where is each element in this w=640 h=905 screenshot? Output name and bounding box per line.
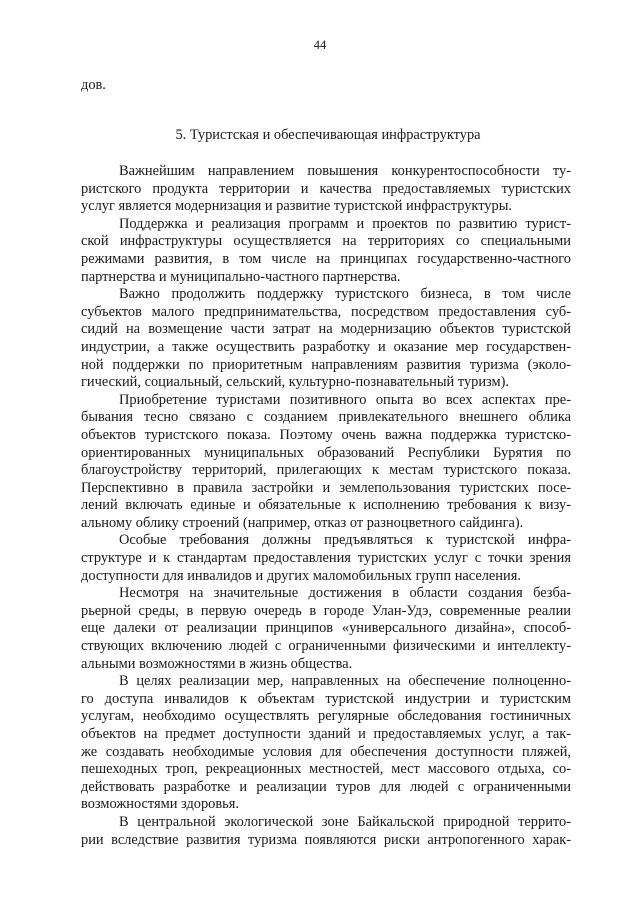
text-line: пешеходных троп, рекреационных местностей, мест массового отдыха, со-	[81, 761, 571, 778]
text-line: действовать разработке и реализации туров для людей с ограниченными	[81, 778, 571, 795]
text-line: субъектов малого предпринимательства, посредством предоставления суб-	[81, 303, 571, 320]
text-line: партнерства и муниципально-частного партнерства.	[81, 268, 401, 285]
paragraph	[81, 814, 571, 849]
paragraph	[81, 673, 571, 814]
text-line: доступности для инвалидов и других маломобильных групп населения.	[81, 567, 521, 584]
text-line: еще далеки от реализации принципов «универсального дизайна», способ-	[81, 620, 571, 637]
text-line: ствующих включению людей с ограниченными физическими и интеллекту-	[81, 638, 571, 655]
paragraph	[81, 585, 571, 673]
section-heading: 5. Туристская и обеспечивающая инфраструктура	[175, 127, 481, 143]
page-number: 44	[313, 38, 327, 52]
paragraph	[81, 216, 571, 286]
text-line: режимами развития, в том числе на принципах государственно-частного	[81, 250, 571, 267]
text-line: индустрии, а также осуществить разработку и оказание мер государствен-	[81, 338, 571, 355]
text-line: ристского продукта территории и качества предоставляемых туристских	[81, 180, 571, 197]
text-line: объектов туристского показа. Поэтому очень важна поддержка туристско-	[81, 426, 571, 443]
text-line: возможностями здоровья.	[81, 796, 239, 813]
text-line: же создавать необходимые условия для обеспечения доступности пляжей,	[81, 743, 571, 760]
paragraph	[81, 163, 571, 216]
carry-over-line: дов.	[81, 77, 106, 93]
text-line: ной поддержки по приоритетным направлениям развития туризма (эколо-	[81, 356, 571, 373]
paragraph	[81, 532, 571, 585]
text-line: объектов на предмет доступности зданий и предоставляемых услуг, а так-	[81, 726, 571, 742]
text-line: рьерной среды, в первую очередь в городе Улан-Удэ, современные реалии	[81, 602, 571, 619]
text-line: ориентированных муниципальных образований Республики Бурятия по	[81, 444, 571, 461]
text-line: Несмотря на значительные достижения в области создания безба-	[119, 585, 571, 602]
text-line: Приобретение туристами позитивного опыта во всех аспектах пре-	[119, 391, 571, 408]
text-line: альными возможностями в жизнь общества.	[81, 655, 353, 672]
text-line: сидий на возмещение части затрат на модернизацию объектов туристской	[81, 321, 571, 338]
body-text	[81, 163, 571, 849]
paragraph	[81, 392, 571, 533]
text-line: Особые требования должны предъявляться к туристской инфра-	[119, 532, 571, 549]
text-line: Важно продолжить поддержку туристского бизнеса, в том числе	[119, 286, 571, 303]
text-line: рии вследствие развития туризма появляются риски антропогенного харак-	[81, 831, 571, 848]
text-line: благоустройству территорий, прилегающих к местам туристского показа.	[81, 462, 571, 479]
text-line: лений включать единые и обязательные к исполнению требования к визу-	[81, 497, 571, 514]
text-line: услуг является модернизация и развитие туристской инфраструктуры.	[81, 198, 512, 215]
text-line: Поддержка и реализация программ и проектов по развитию турист-	[119, 215, 571, 232]
text-line: В центральной экологической зоне Байкальской природной террито-	[119, 813, 571, 830]
text-line: гический, социальный, сельский, культурно-познавательный туризм).	[81, 374, 510, 391]
text-line: Перспективно в правила застройки и землепользования туристских посе-	[81, 479, 571, 496]
carry-over-text	[81, 77, 571, 95]
text-line: В целях реализации мер, направленных на обеспечение полноценно-	[119, 673, 571, 690]
text-line: Важнейшим направлением повышения конкурентоспособности ту-	[119, 163, 571, 179]
text-line: услугам, необходимо осуществлять регулярные обследования гостиничных	[81, 708, 571, 725]
text-line: го доступа инвалидов к объектам туристской индустрии и туристским	[81, 690, 571, 707]
text-line: ской инфраструктуры осуществляется на территориях со специальными	[81, 233, 571, 250]
text-line: бывания тесно связано с созданием привлекательного внешнего облика	[81, 409, 571, 426]
paragraph	[81, 286, 571, 392]
text-line: структуре и к стандартам предоставления туристских услуг с точки зрения	[81, 550, 571, 567]
text-line: альному облику строений (например, отказ от разноцветного сайдинга).	[81, 514, 524, 531]
